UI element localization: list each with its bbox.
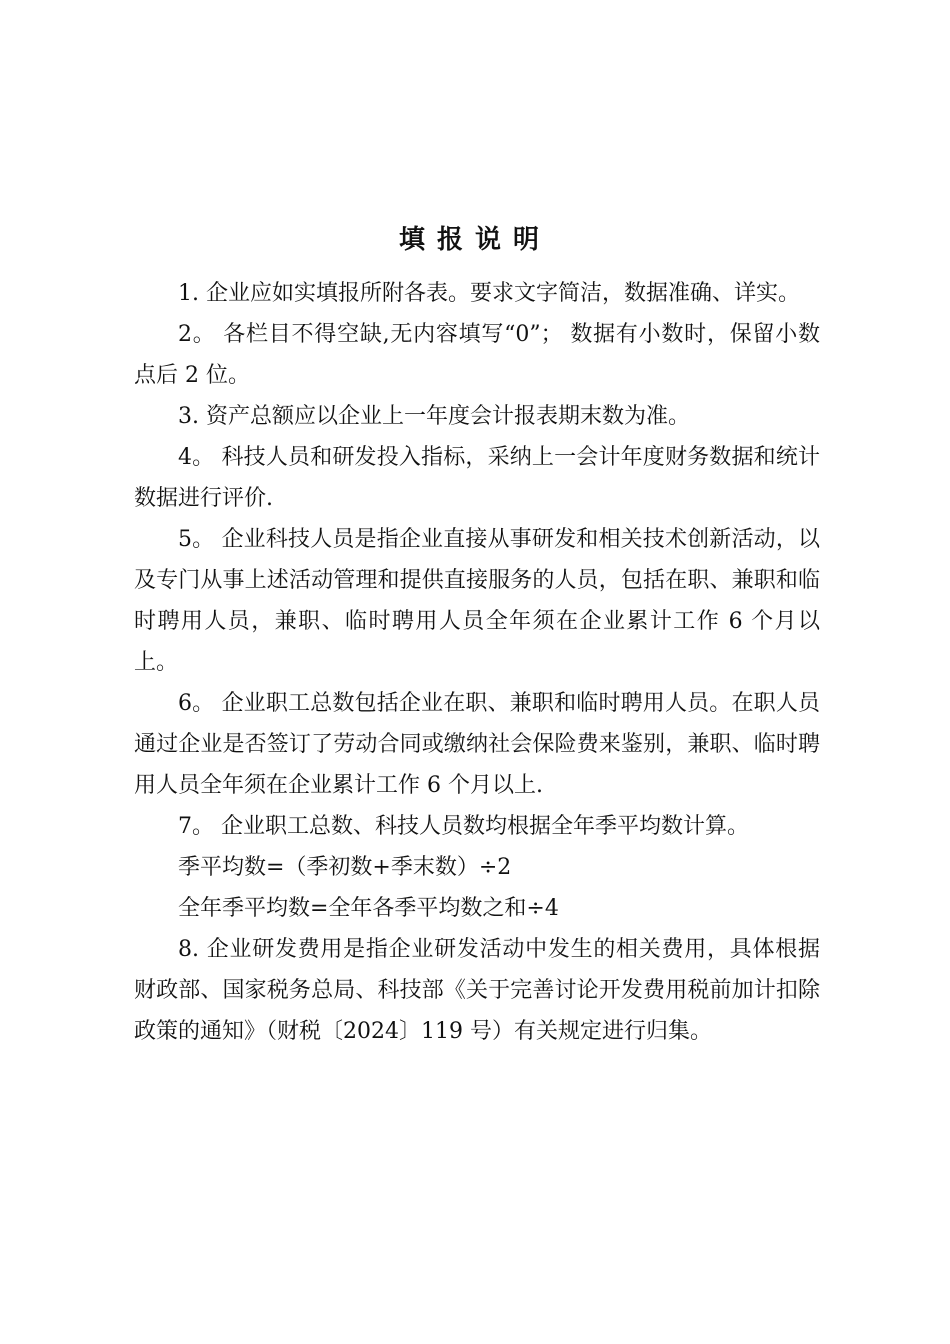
document-body [134,273,820,1052]
paragraph-7: 7。 企业职工总数、科技人员数均根据全年季平均数计算。 [178,814,749,839]
paragraph-8: 8. 企业研发费用是指企业研发活动中发生的相关费用，具体根据财政部、国家税务总局、科技部《关于完善讨论开发费用税前加计扣除政策的通知》（财税〔2024〕119 号）有关规定进行归集。 [134,937,820,1044]
formula-annual-average: 全年季平均数=全年各季平均数之和÷4 [178,896,559,921]
document-title: 填报说明 [398,225,551,255]
paragraph-4: 4。 科技人员和研发投入指标，采纳上一会计年度财务数据和统计数据进行评价. [134,445,820,511]
paragraph-1: 1. 企业应如实填报所附各表。要求文字简洁，数据准确、详实。 [178,281,800,306]
formula-quarter-average: 季平均数=（季初数+季末数）÷2 [178,855,512,880]
paragraph-5: 5。 企业科技人员是指企业直接从事研发和相关技术创新活动，以及专门从事上述活动管理和提供直接服务的人员，包括在职、兼职和临时聘用人员，兼职、临时聘用人员全年须在企业累计工作 6 个月以上。 [134,527,820,675]
paragraph-2: 2。 各栏目不得空缺,无内容填写“0”； 数据有小数时，保留小数点后 2 位。 [134,322,820,388]
paragraph-3: 3. 资产总额应以企业上一年度会计报表期末数为准。 [178,404,690,429]
paragraph-6: 6。 企业职工总数包括企业在职、兼职和临时聘用人员。在职人员通过企业是否签订了劳动合同或缴纳社会保险费来鉴别，兼职、临时聘用人员全年须在企业累计工作 6 个月以上. [134,691,820,798]
